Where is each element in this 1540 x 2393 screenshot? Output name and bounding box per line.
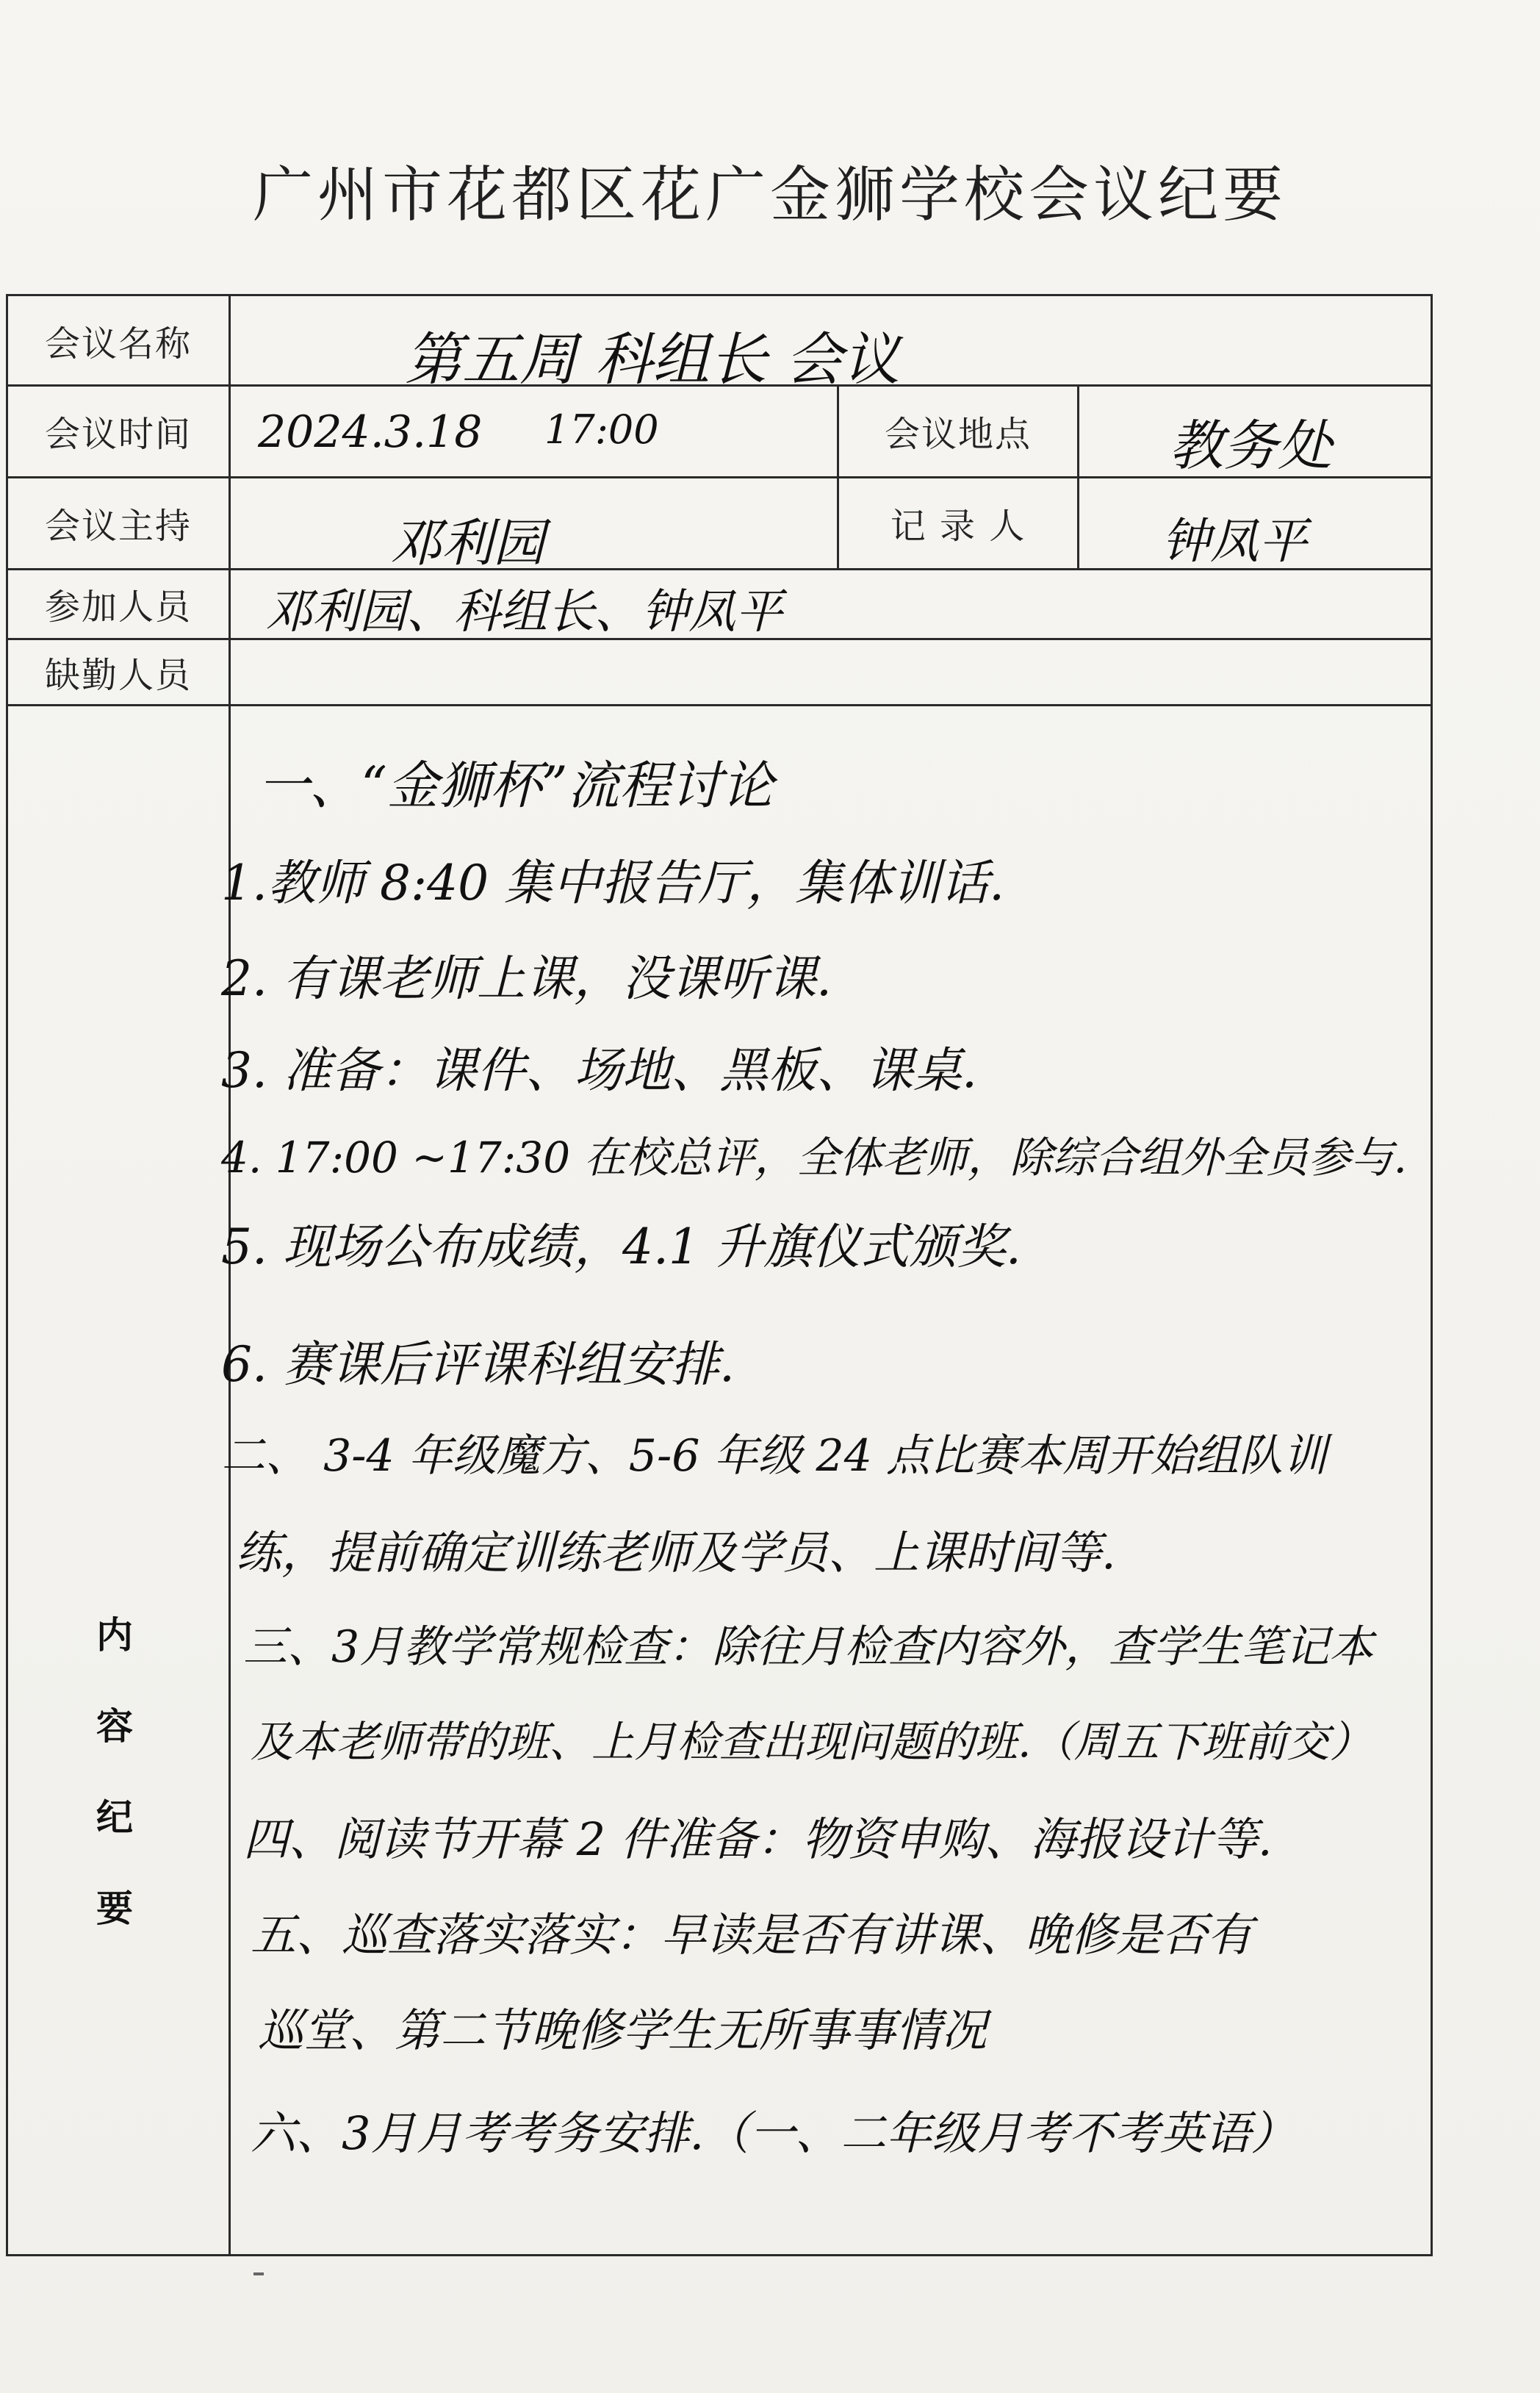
label-meeting-time: 会议时间 [44,414,192,455]
content-line: 四、阅读节开幕 2 件准备：物资申购、海报设计等. [243,1812,1273,1866]
label-host: 会议主持 [44,506,192,547]
content-line: 6. 赛课后评课科组安排. [221,1336,735,1393]
content-label-char: 容 [96,1705,133,1748]
content-label-char: 纪 [96,1796,133,1839]
label-recorder: 记 录 人 [890,506,1026,547]
label-content-summary [74,1590,155,1954]
content-line: 2. 有课老师上课，没课听课. [221,950,832,1007]
content-line: 五、巡查落实落实：早读是否有讲课、晚修是否有 [251,1908,1253,1962]
content-line: 3. 准备：课件、场地、黑板、课桌. [221,1042,977,1099]
value-attendees: 邓利园、科组长、钟凤平 [265,585,782,639]
content-line: 二、 3-4 年级魔方、5-6 年级 24 点比赛本周开始组队训 [221,1430,1327,1482]
value-host: 邓利园 [390,513,544,573]
document-title: 广州市花都区花广金狮学校会议纪要 [252,160,1287,230]
value-meeting-date: 2024.3.18 [258,406,483,458]
content-label-char: 要 [96,1887,133,1930]
label-meeting-name: 会议名称 [44,323,192,365]
content-line: 5. 现场公布成绩，4.1 升旗仪式颁奖. [221,1219,1021,1275]
content-line: 六、3月月考考务安排.（一、二年级月考不考英语） [251,2106,1297,2160]
page-mark [253,2272,264,2275]
value-recorder: 钟凤平 [1162,513,1307,570]
content-line: 三、3月教学常规检查：除往月检查内容外，查学生笔记本 [243,1621,1374,1673]
value-meeting-place: 教务处 [1169,415,1332,478]
column-divider [1077,384,1079,568]
row-divider [8,704,1431,706]
content-line: 巡堂、第二节晚修学生无所事事情况 [258,2003,987,2057]
label-absentees: 缺勤人员 [44,654,192,696]
content-label-char: 内 [96,1614,133,1657]
label-meeting-place: 会议地点 [884,414,1032,455]
label-attendees: 参加人员 [44,586,192,628]
content-line: 及本老师带的班、上月检查出现问题的班.（周五下班前交） [251,1717,1372,1767]
value-meeting-clock: 17:00 [544,406,659,453]
content-line: 一、“金狮杯”流程讨论 [258,756,774,816]
content-line: 4. 17:00 ~17:30 在校总评，全体老师，除综合组外全员参与. [221,1133,1407,1183]
value-meeting-name: 第五周 科组长 会议 [405,327,900,393]
content-line: 1.教师 8:40 集中报告厅，集体训话. [221,855,1005,911]
minutes-form [6,294,1433,2256]
content-line: 练，提前确定训练老师及学员、上课时间等. [236,1526,1116,1579]
